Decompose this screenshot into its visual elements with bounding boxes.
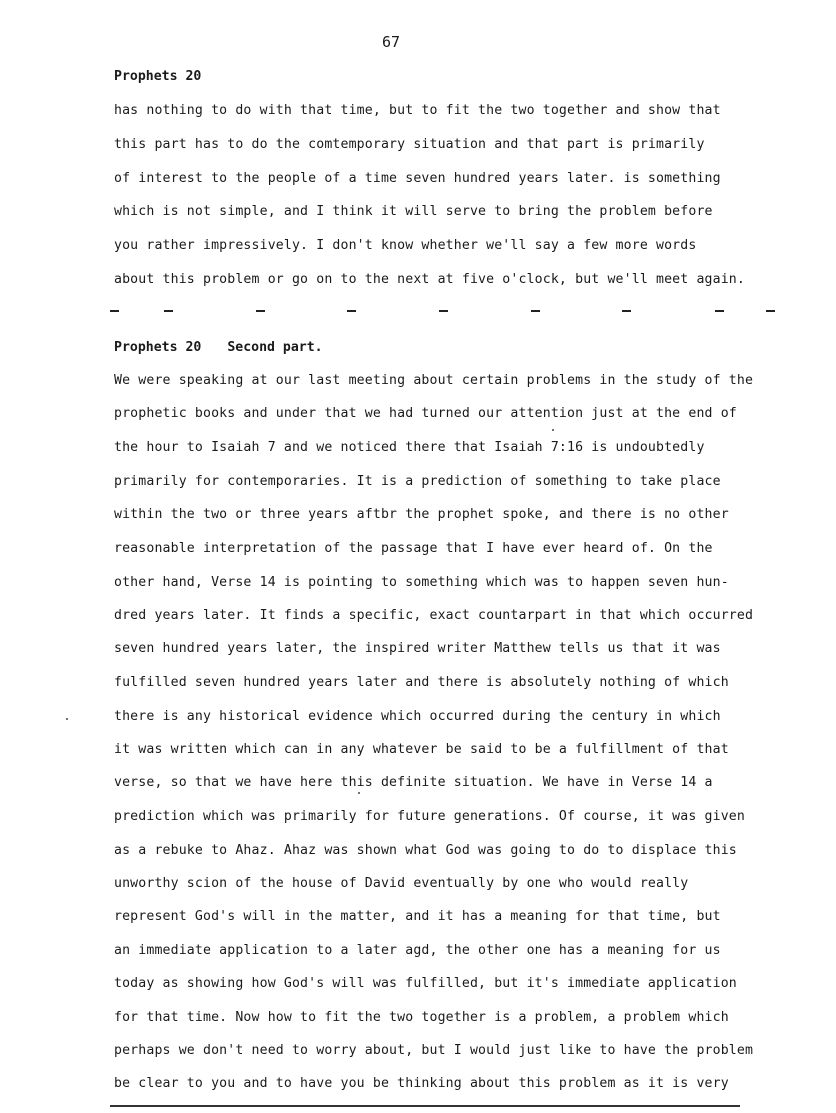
divider-dash [531,310,540,312]
text-line: it was written which can in any whatever be said to be a fulfillment of that [114,742,729,757]
text-line: today as showing how God's will was fulfilled, but it's immediate application [114,976,737,991]
text-line: prediction which was primarily for future generations. Of course, it was given [114,809,745,824]
first-section-heading [114,69,201,84]
text-line: perhaps we don't need to worry about, but I would just like to have the problem [114,1043,754,1058]
text-line: the hour to Isaiah 7 and we noticed there that Isaiah 7:16 is undoubtedly [114,440,705,455]
section-heading-title: Prophets 20 [114,69,202,84]
text-line: within the two or three years aftbr the prophet spoke, and there is no other [114,507,729,522]
text-line: dred years later. It finds a specific, exact countarpart in that which occurred [114,608,754,623]
text-line: other hand, Verse 14 is pointing to something which was to happen seven hun- [114,575,729,590]
text-line: of interest to the people of a time seven hundred years later. is something [114,171,721,186]
paper-speck [358,792,360,794]
text-line: be clear to you and to have you be thinking about this problem as it is very [114,1076,729,1091]
paper-speck [552,429,554,431]
divider-dash [439,310,448,312]
section-divider [110,306,778,316]
text-line: an immediate application to a later agd, the other one has a meaning for us [114,943,721,958]
divider-dash [766,310,775,312]
bottom-edge-rule [110,1105,740,1107]
text-line: about this problem or go on to the next at five o'clock, but we'll meet again. [114,272,745,287]
text-line: fulfilled seven hundred years later and there is absolutely nothing of which [114,675,729,690]
page-number: 67 [382,33,401,51]
text-line: We were speaking at our last meeting about certain problems in the study of the [114,373,754,388]
text-line: unworthy scion of the house of David eventually by one who would really [114,876,689,891]
section-heading-title: Prophets 20 [114,340,202,355]
text-line: for that time. Now how to fit the two together is a problem, a problem which [114,1010,729,1025]
divider-dash [256,310,265,312]
text-line: reasonable interpretation of the passage that I have ever heard of. On the [114,541,713,556]
divider-dash [622,310,631,312]
text-line: prophetic books and under that we had turned our attention just at the end of [114,406,737,421]
section-subheading: Second part. [227,340,323,355]
text-line: this part has to do the comtemporary situation and that part is primarily [114,137,705,152]
divider-dash [347,310,356,312]
paper-speck [66,718,68,720]
divider-dash [715,310,724,312]
second-section-heading [114,340,323,355]
text-line: primarily for contemporaries. It is a prediction of something to take place [114,474,721,489]
text-line: verse, so that we have here this definite situation. We have in Verse 14 a [114,775,713,790]
divider-dash [164,310,173,312]
text-line: there is any historical evidence which occurred during the century in which [114,709,721,724]
divider-dash [110,310,119,312]
text-line: which is not simple, and I think it will serve to bring the problem before [114,204,713,219]
text-line: has nothing to do with that time, but to fit the two together and show that [114,103,721,118]
text-line: seven hundred years later, the inspired writer Matthew tells us that it was [114,641,721,656]
text-line: as a rebuke to Ahaz. Ahaz was shown what God was going to do to displace this [114,843,737,858]
text-line: you rather impressively. I don't know whether we'll say a few more words [114,238,697,253]
text-line: represent God's will in the matter, and it has a meaning for that time, but [114,909,721,924]
